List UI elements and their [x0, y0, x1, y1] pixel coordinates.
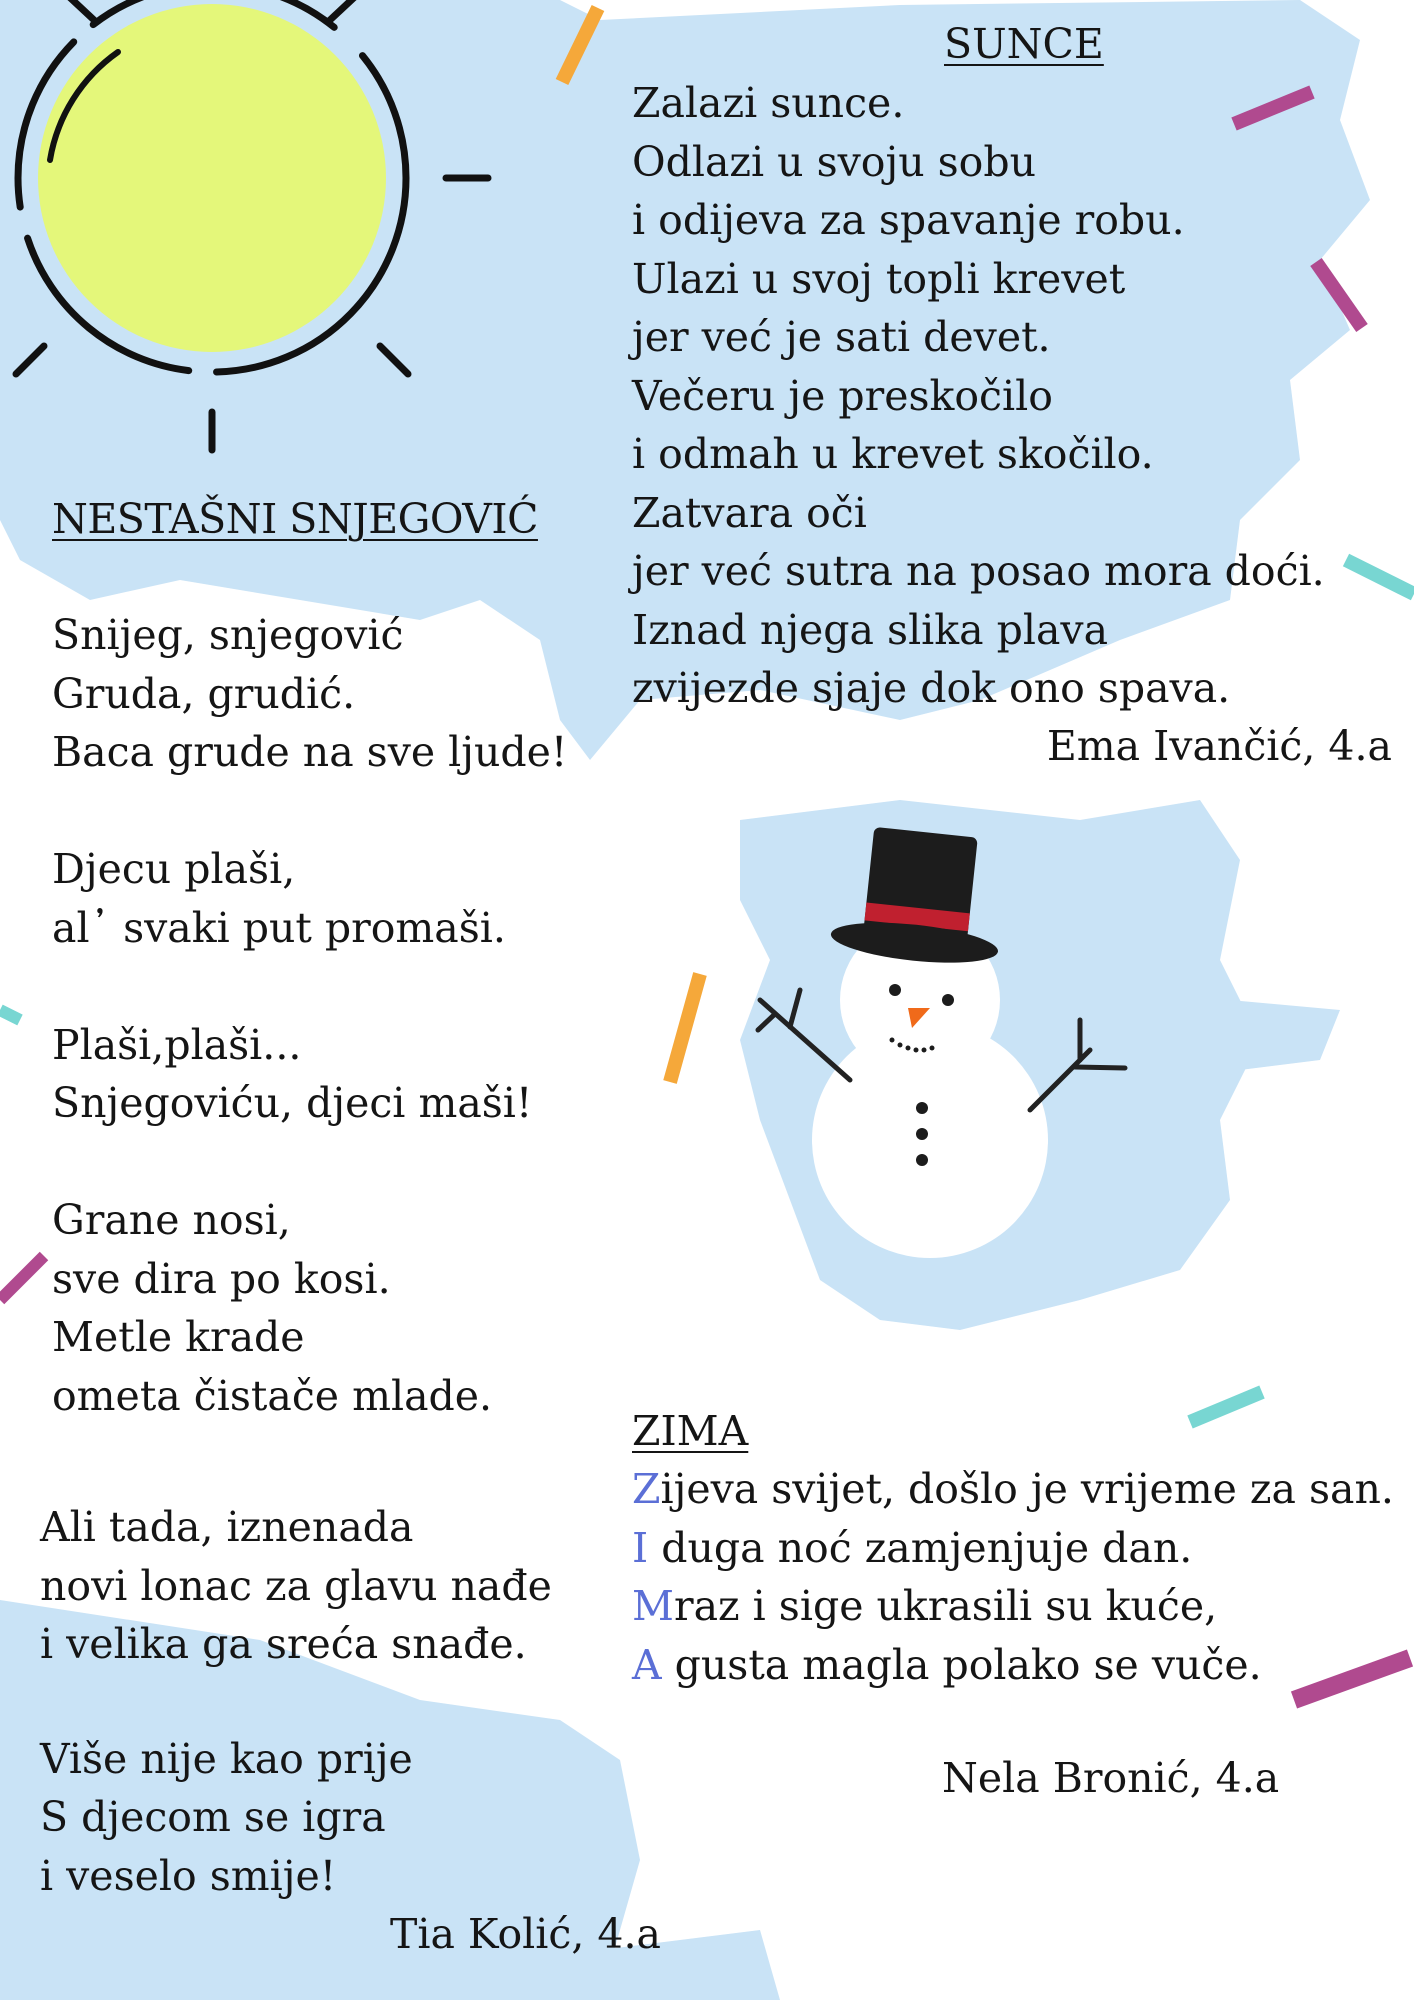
stanza-line: Grane nosi, [52, 1196, 291, 1244]
acrostic-letter: M [632, 1582, 674, 1630]
poem-sunce-line: Zalazi sunce. [632, 79, 905, 127]
stanza-line: Više nije kao prije [40, 1734, 413, 1783]
stanza-line: Baca grude na sve ljude! [52, 728, 568, 776]
poem-sunce-line: zvijezde sjaje dok ono spava. [632, 664, 1231, 712]
stanza-line: S djecom se igra [40, 1793, 386, 1841]
poem-sunce-line: jer već je sati devet. [632, 313, 1051, 361]
poem-sunce-title: SUNCE [944, 20, 1104, 68]
stanza-line: novi lonac za glavu nađe [40, 1561, 552, 1610]
stanza-line: Djecu plaši, [52, 845, 296, 893]
poem-snjegovic-title: NESTAŠNI SNJEGOVIĆ [52, 495, 538, 543]
stanza-line: sve dira po kosi. [52, 1254, 391, 1303]
poem-sunce-body [632, 74, 1325, 718]
stanza-line: Snijeg, snjegović [52, 611, 404, 659]
poem-sunce-line: Večeru je preskočilo [632, 371, 1053, 420]
poem-snjegovic-author: Tia Kolić, 4.a [390, 1910, 661, 1958]
poem-zima-author: Nela Bronić, 4.a [942, 1754, 1280, 1802]
poem-sunce-line: Odlazi u svoju sobu [632, 137, 1037, 186]
poem-sunce-line: Ulazi u svoj topli krevet [632, 254, 1126, 303]
poem-sunce-line: i odijeva za spavanje robu. [632, 196, 1185, 244]
line-text: raz i sige ukrasili su kuće, [673, 1582, 1218, 1630]
stanza-line: i veselo smije! [40, 1851, 337, 1900]
poem-zima-title: ZIMA [632, 1407, 749, 1455]
acrostic-letter: I [632, 1523, 649, 1572]
stanza-line: ometa čistače mlade. [52, 1371, 493, 1420]
poem-sunce-line: jer već sutra na posao mora doći. [632, 547, 1325, 595]
line-text: duga noć zamjenjuje dan. [648, 1523, 1193, 1572]
line-text: ijeva svijet, došlo je vrijeme za san. [660, 1465, 1394, 1513]
poem-sunce-line: Iznad njega slika plava [632, 605, 1109, 654]
stanza-line: i velika ga sreća snađe. [40, 1620, 527, 1668]
stanza-line: Ali tada, iznenada [40, 1503, 414, 1551]
stanza-line: Gruda, grudić. [52, 669, 356, 718]
poem-zima-line [632, 1460, 1394, 1519]
poem-snjegovic-stanzas-1-4 [52, 606, 567, 1425]
stanza-line: Snjegoviću, djeci maši! [52, 1079, 533, 1127]
poem-sunce-author: Ema Ivančić, 4.a [1046, 722, 1392, 770]
stanza-line: Metle krade [52, 1313, 305, 1361]
poem-sunce-line: Zatvara oči [632, 488, 867, 537]
poem-snjegovic-stanzas-5-6 [40, 1498, 552, 1905]
poem-zima-line [632, 1577, 1394, 1636]
acrostic-letter: Z [632, 1465, 661, 1513]
poem-zima-line [632, 1519, 1394, 1578]
line-text: gusta magla polako se vuče. [661, 1640, 1262, 1689]
poem-sunce-line: i odmah u krevet skočilo. [632, 430, 1154, 478]
stanza-line: Plaši,plaši... [52, 1020, 302, 1069]
stanza-line: al᾽ svaki put promaši. [52, 903, 506, 952]
acrostic-letter: A [632, 1640, 662, 1689]
poem-zima-line [632, 1636, 1394, 1695]
poem-zima-body [632, 1460, 1394, 1694]
